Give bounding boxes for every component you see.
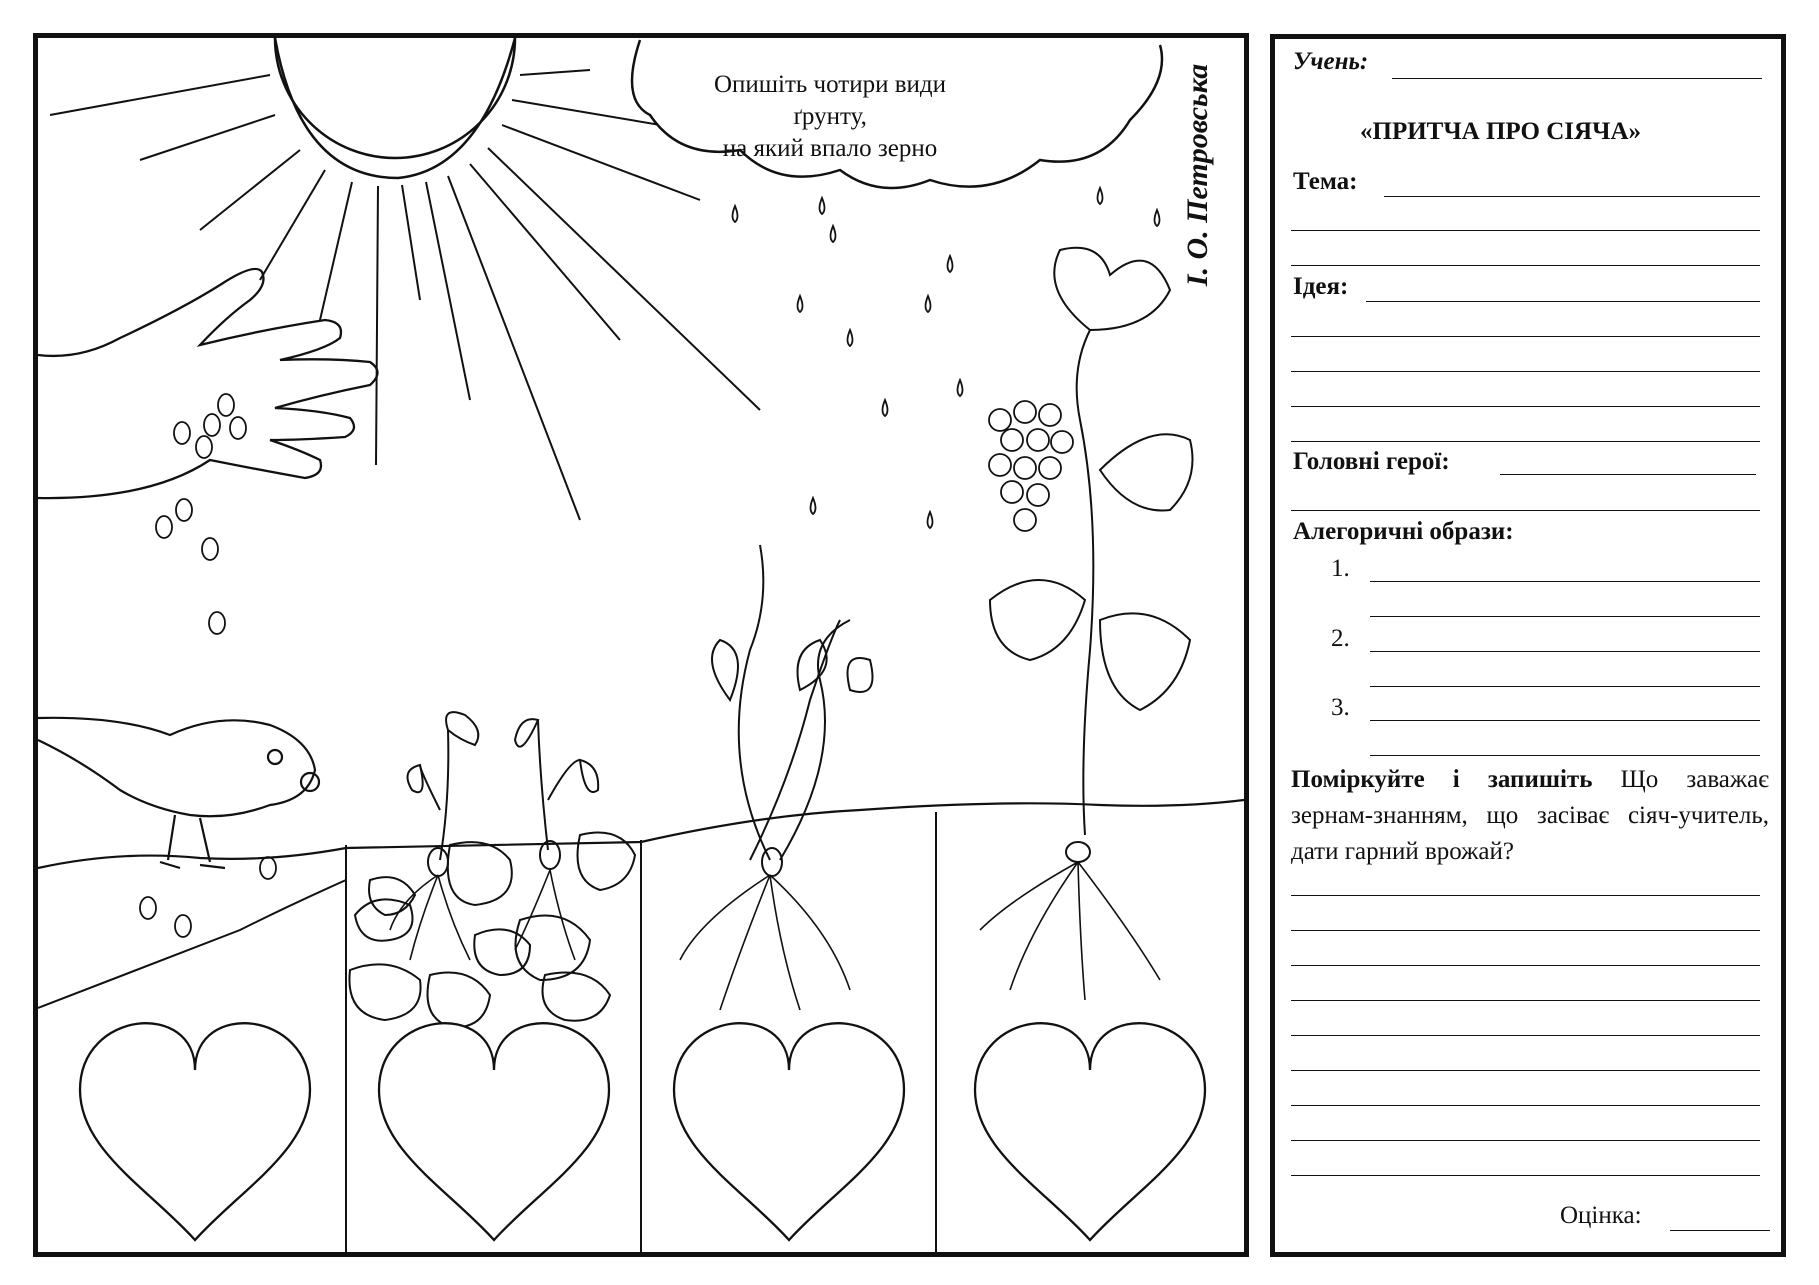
answer-line-1[interactable] <box>1291 895 1760 896</box>
allegory-item-3: 3. <box>1331 694 1350 721</box>
answer-line-8[interactable] <box>1291 1140 1760 1141</box>
cloud-caption-line-2: на який впало зерно <box>722 135 938 162</box>
answer-line-2[interactable] <box>1291 930 1760 931</box>
worksheet-title: «ПРИТЧА ПРО СІЯЧА» <box>1360 118 1641 145</box>
allegory-item-2: 2. <box>1331 625 1350 652</box>
allegory-line-1a[interactable] <box>1370 581 1760 582</box>
reflect-paragraph <box>1291 762 1769 870</box>
student-label: Учень: <box>1293 48 1369 75</box>
allegory-label: Алегоричні образи: <box>1293 518 1514 545</box>
idea-line-4[interactable] <box>1291 406 1760 407</box>
idea-line-1[interactable] <box>1366 301 1760 302</box>
thorn-plants <box>712 545 873 876</box>
allegory-line-2a[interactable] <box>1370 651 1760 652</box>
idea-line-5[interactable] <box>1291 441 1760 442</box>
grapevine <box>989 248 1193 862</box>
author-signature: І. О. Петровська <box>1181 63 1214 287</box>
heroes-line-2[interactable] <box>1291 510 1760 511</box>
answer-line-5[interactable] <box>1291 1035 1760 1036</box>
grade-line[interactable] <box>1670 1230 1770 1231</box>
idea-label: Ідея: <box>1293 273 1349 300</box>
answer-line-7[interactable] <box>1291 1105 1760 1106</box>
reflect-bold: Поміркуйте і запишіть <box>1291 766 1593 793</box>
student-name-line[interactable] <box>1392 78 1762 79</box>
idea-line-2[interactable] <box>1291 336 1760 337</box>
heroes-line-1[interactable] <box>1500 474 1756 475</box>
answer-line-9[interactable] <box>1291 1175 1760 1176</box>
allegory-line-3a[interactable] <box>1370 720 1760 721</box>
grade-label: Оцінка: <box>1560 1202 1642 1229</box>
answer-line-4[interactable] <box>1291 1000 1760 1001</box>
theme-line-1[interactable] <box>1384 196 1760 197</box>
answer-line-6[interactable] <box>1291 1070 1760 1071</box>
bird-icon <box>38 718 319 868</box>
allegory-line-3b[interactable] <box>1370 755 1760 756</box>
allegory-line-2b[interactable] <box>1370 686 1760 687</box>
roots <box>390 862 1160 1010</box>
allegory-item-1: 1. <box>1331 555 1350 582</box>
heart-shapes <box>80 1023 1205 1240</box>
theme-line-2[interactable] <box>1291 230 1760 231</box>
theme-label: Тема: <box>1293 168 1358 195</box>
rocks <box>349 833 635 1028</box>
cloud-caption <box>680 69 980 165</box>
cloud-caption-line-1: Опишіть чотири види ґрунту, <box>713 71 947 130</box>
hand-icon <box>38 269 378 498</box>
answer-line-3[interactable] <box>1291 965 1760 966</box>
heroes-label: Головні герої: <box>1293 448 1450 475</box>
idea-line-3[interactable] <box>1291 371 1760 372</box>
raindrops <box>733 188 1160 528</box>
allegory-line-1b[interactable] <box>1370 616 1760 617</box>
theme-line-3[interactable] <box>1291 265 1760 266</box>
reflect-text: Що заважає зернам-знанням, що засіває сіяч-учитель, дати гарний врожай? <box>1291 766 1769 865</box>
